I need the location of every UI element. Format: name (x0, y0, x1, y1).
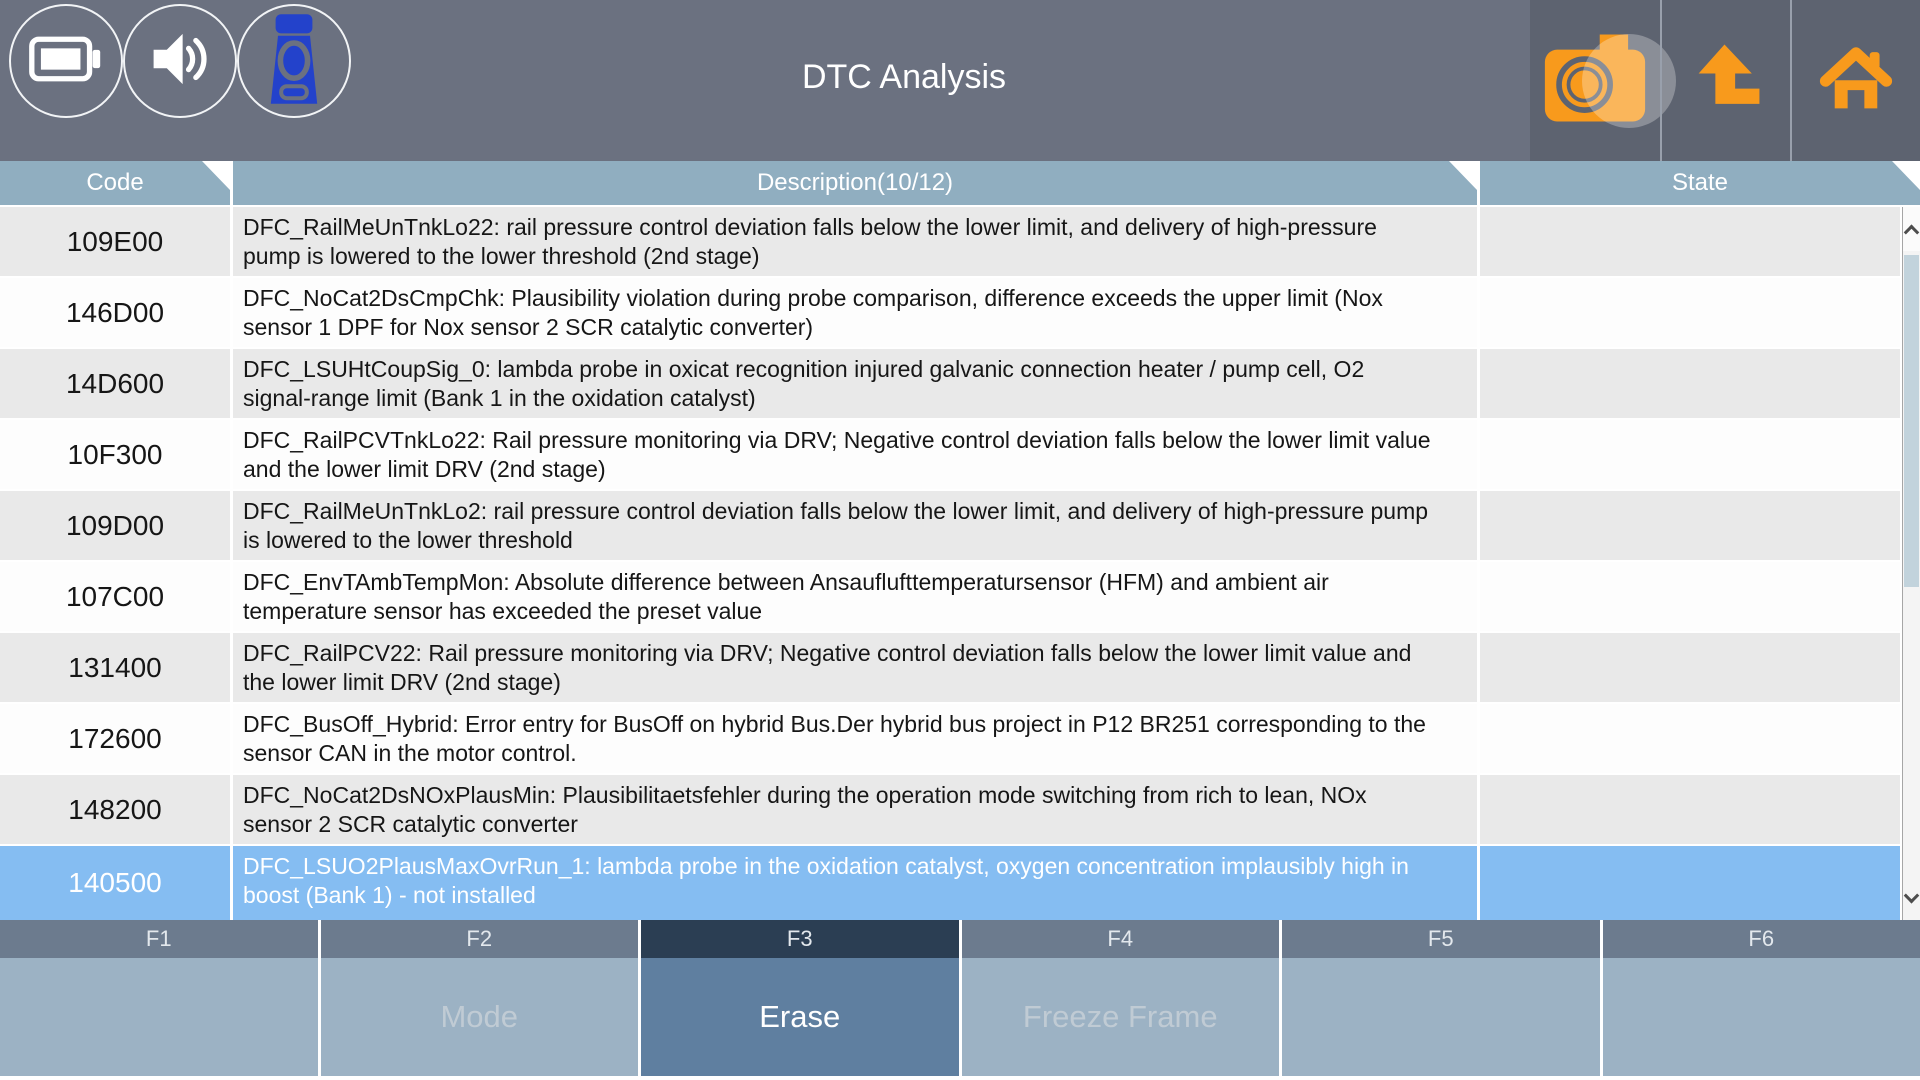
column-header-description: Description(10/12) (233, 161, 1477, 205)
back-button[interactable] (1660, 0, 1790, 161)
speaker-icon (147, 26, 213, 97)
fkey-action-label: Freeze Frame (962, 958, 1280, 1076)
vci-device-button[interactable] (237, 4, 351, 118)
volume-button[interactable] (123, 4, 237, 118)
dtc-state-cell (1480, 349, 1900, 418)
dtc-state-cell (1480, 846, 1900, 920)
fkey-f1[interactable] (0, 920, 318, 1076)
dtc-description-cell: DFC_NoCat2DsCmpChk: Plausibility violation during probe comparison, difference exceeds the upper limit (Nox sensor 1 DPF for Nox sensor 2 SCR catalytic converter) (233, 278, 1477, 347)
chevron-up-icon (1904, 224, 1920, 240)
dtc-description-cell: DFC_RailPCVTnkLo22: Rail pressure monitoring via DRV; Negative control deviation falls below the lower limit value and the lower limit DRV (2nd stage) (233, 420, 1477, 489)
table-row[interactable] (0, 207, 1920, 276)
dtc-state-cell (1480, 420, 1900, 489)
table-row[interactable] (0, 349, 1920, 418)
table-row[interactable] (0, 633, 1920, 702)
fkey-action-label (1603, 958, 1920, 1076)
back-up-arrow-icon (1688, 40, 1764, 121)
top-bar (0, 0, 1920, 161)
fkey-label: F1 (0, 920, 318, 958)
screenshot-button[interactable] (1530, 0, 1660, 161)
dtc-code-cell: 131400 (0, 633, 230, 702)
fkey-label: F3 (641, 920, 959, 958)
table-row[interactable] (0, 278, 1920, 347)
dtc-state-cell (1480, 775, 1900, 844)
table-row[interactable] (0, 420, 1920, 489)
table-row[interactable] (0, 491, 1920, 560)
fkey-f2-mode[interactable] (321, 920, 639, 1076)
dtc-description-cell: DFC_BusOff_Hybrid: Error entry for BusOff on hybrid Bus.Der hybrid bus project in P12 BR251 corresponding to the sensor CAN in the motor control. (233, 704, 1477, 773)
dtc-description-cell: DFC_RailPCV22: Rail pressure monitoring via DRV; Negative control deviation falls below the lower limit value and the lower limit DRV (2nd stage) (233, 633, 1477, 702)
dtc-state-cell (1480, 562, 1900, 631)
scroll-up-button[interactable] (1903, 207, 1920, 251)
dtc-code-cell: 10F300 (0, 420, 230, 489)
fkey-label: F4 (962, 920, 1280, 958)
camera-screenshot-icon (1543, 32, 1647, 129)
dtc-description-cell: DFC_EnvTAmbTempMon: Absolute difference between Ansauflufttemperatursensor (HFM) and ambient air temperature sensor has exceeded the preset value (233, 562, 1477, 631)
dtc-description-cell: DFC_LSUHtCoupSig_0: lambda probe in oxicat recognition injured galvanic connection heater / pump cell, O2 signal-range limit (Bank 1 in the oxidation catalyst) (233, 349, 1477, 418)
dtc-state-cell (1480, 491, 1900, 560)
dtc-code-cell: 146D00 (0, 278, 230, 347)
fkey-action-label (1282, 958, 1600, 1076)
dtc-code-cell: 107C00 (0, 562, 230, 631)
fkey-label: F6 (1603, 920, 1920, 958)
fkey-action-label: Mode (321, 958, 639, 1076)
dtc-description-cell: DFC_RailMeUnTnkLo22: rail pressure control deviation falls below the lower limit, and delivery of high-pressure pump is lowered to the lower threshold (2nd stage) (233, 207, 1477, 276)
column-header-code: Code (0, 161, 230, 205)
table-row[interactable] (0, 562, 1920, 631)
dtc-description-cell: DFC_LSUO2PlausMaxOvrRun_1: lambda probe in the oxidation catalyst, oxygen concentration implausibly high in boost (Bank 1) - not installed (233, 846, 1477, 920)
function-key-bar (0, 920, 1920, 1076)
fkey-f6[interactable] (1603, 920, 1920, 1076)
fkey-f5[interactable] (1282, 920, 1600, 1076)
dtc-code-cell: 140500 (0, 846, 230, 920)
dtc-description-cell: DFC_RailMeUnTnkLo2: rail pressure control deviation falls below the lower limit, and delivery of high-pressure pump is lowered to the lower threshold (233, 491, 1477, 560)
battery-icon (28, 31, 104, 92)
fkey-action-label (0, 958, 318, 1076)
vertical-scrollbar[interactable] (1902, 207, 1920, 920)
table-row[interactable] (0, 846, 1920, 920)
dtc-state-cell (1480, 704, 1900, 773)
table-row[interactable] (0, 704, 1920, 773)
dtc-description-cell: DFC_NoCat2DsNOxPlausMin: Plausibilitaetsfehler during the operation mode switching from rich to lean, NOx sensor 2 SCR catalytic converter (233, 775, 1477, 844)
table-header (0, 161, 1920, 205)
column-header-state: State (1480, 161, 1920, 205)
dtc-state-cell (1480, 207, 1900, 276)
fkey-label: F5 (1282, 920, 1600, 958)
dtc-state-cell (1480, 633, 1900, 702)
fkey-label: F2 (321, 920, 639, 958)
home-button[interactable] (1790, 0, 1920, 161)
battery-button[interactable] (9, 4, 123, 118)
page-title: DTC Analysis (801, 58, 1007, 96)
dtc-table-body (0, 207, 1920, 920)
dtc-code-cell: 148200 (0, 775, 230, 844)
fkey-f3-erase[interactable] (641, 920, 959, 1076)
home-icon (1815, 40, 1897, 121)
fkey-action-label: Erase (641, 958, 959, 1076)
dtc-code-cell: 109E00 (0, 207, 230, 276)
topbar-right-panel (1530, 0, 1920, 161)
dtc-code-cell: 14D600 (0, 349, 230, 418)
dtc-code-cell: 109D00 (0, 491, 230, 560)
scrollbar-thumb[interactable] (1904, 255, 1919, 587)
dtc-code-cell: 172600 (0, 704, 230, 773)
dtc-state-cell (1480, 278, 1900, 347)
fkey-f4-freeze-frame[interactable] (962, 920, 1280, 1076)
chevron-down-icon (1904, 887, 1920, 903)
scroll-down-button[interactable] (1903, 876, 1920, 920)
vci-device-icon (252, 11, 336, 112)
table-row[interactable] (0, 775, 1920, 844)
